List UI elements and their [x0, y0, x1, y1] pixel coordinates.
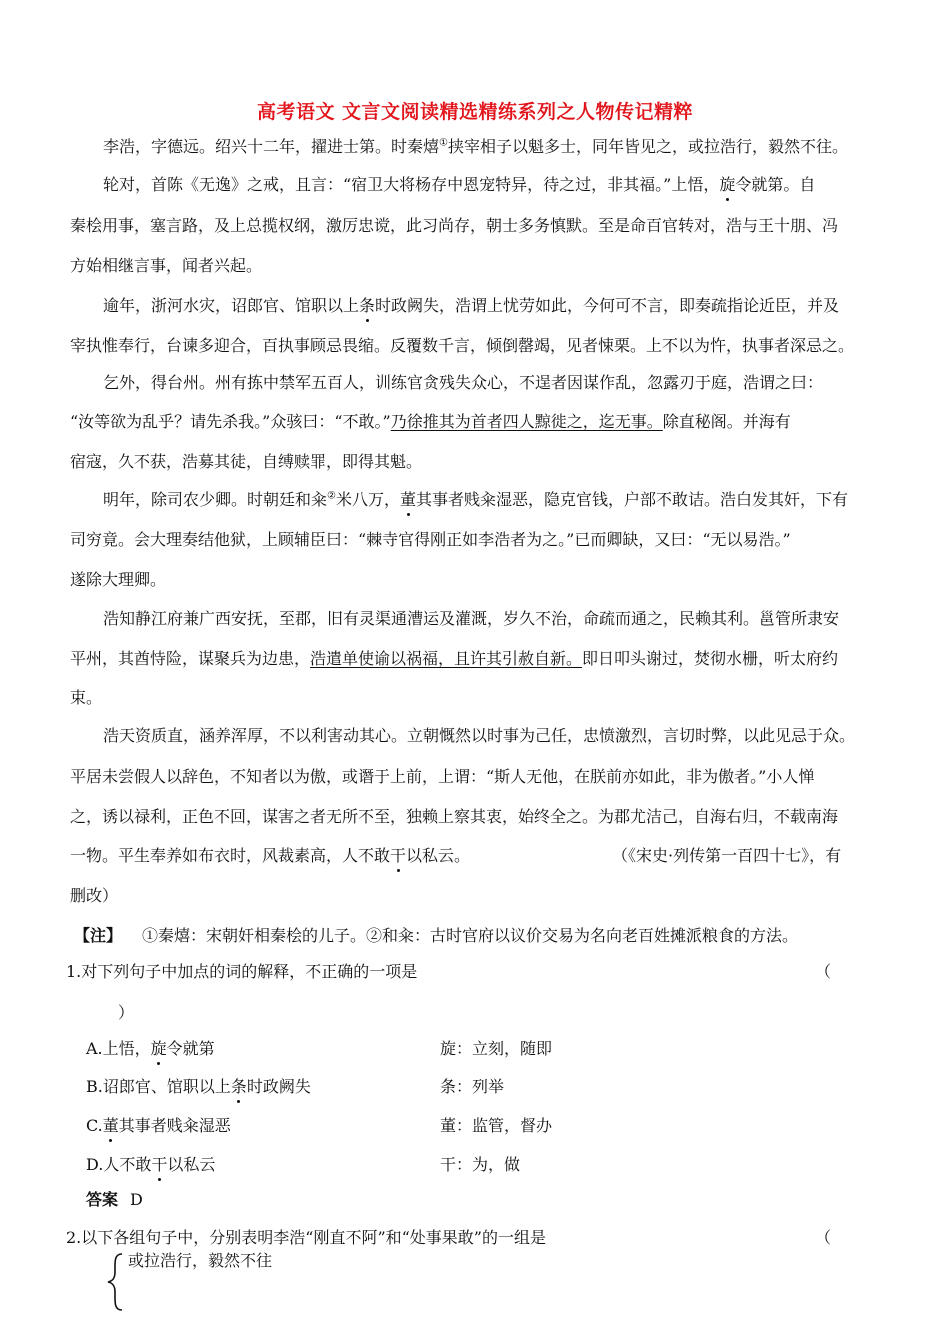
paragraph-4-line-3: 宿寇，久不获，浩募其徒，自缚赎罪，即得其魁。	[70, 452, 423, 471]
dotted-word: 旋	[719, 175, 736, 194]
underlined-sentence: 乃徐推其为首者四人黥徙之，迄无事。	[390, 412, 663, 431]
option-a[interactable]: A.上悟，旋令就第	[86, 1036, 215, 1059]
paragraph-6-line-3: 束。	[70, 688, 103, 707]
source-citation: （《宋史·列传第一百四十七》，有	[612, 846, 842, 865]
note	[74, 926, 798, 946]
dotted-word: 旋	[151, 1036, 167, 1059]
question-1-paren-close: ）	[118, 1003, 135, 1022]
document-title: 高考语文 文言文阅读精选精练系列之人物传记精粹	[256, 101, 694, 123]
dotted-word: 条	[359, 296, 376, 315]
question-2-stem: 2.以下各组句子中，分别表明李浩“刚直不阿”和“处事果敢”的一组是	[66, 1228, 546, 1247]
paragraph-7-line-3: 之，诱以禄利，正色不回，谋害之者无所不至，独赖上察其衷，始终全之。为郡尤洁己，自海右归，不载南海	[70, 807, 839, 826]
paragraph-3-line-2: 宰执惟奉行，台谏多迎合，百执事顾忌畏缩。反覆数千言，倾倒罄竭，见者悚栗。上不以为忤，执事者深忌之。	[70, 336, 855, 355]
question-2-paren-open: （	[815, 1228, 832, 1247]
paragraph-1: 李浩，字德远。绍兴十二年，擢进士第。时秦熺①挟宰相子以魁多士，同年皆见之，或拉浩行，毅然不往。	[103, 137, 848, 156]
option-c[interactable]: C.董其事者贱籴湿恶	[86, 1113, 231, 1136]
option-d-gloss: 干：为，做	[440, 1155, 521, 1174]
paragraph-2-line-3: 方始相继言事，闻者兴起。	[70, 256, 263, 275]
brace-icon	[104, 1252, 126, 1312]
option-d[interactable]: D.人不敢干以私云	[86, 1152, 215, 1175]
note-text: ①秦熺：宋朝奸相秦桧的儿子。②和籴：古时官府以议价交易为名向老百姓摊派粮食的方法。	[142, 926, 799, 945]
dotted-word: 董	[400, 490, 417, 509]
question-1-paren-open: （	[815, 962, 832, 981]
question-1-stem: 1.对下列句子中加点的词的解释，不正确的一项是	[66, 962, 418, 981]
dotted-word: 干	[151, 1152, 167, 1175]
paragraph-2-line-1: 轮对，首陈《无逸》之戒，且言：“宿卫大将杨存中恩宠特异，待之过，非其福。”上悟，旋令就第。自	[103, 175, 816, 194]
paragraph-5-line-1: 明年，除司农少卿。时朝廷和籴②米八万，董其事者贱籴湿恶，隐克官钱，户部不敢诘。浩白发其奸，下有	[103, 490, 849, 509]
option-a-gloss: 旋：立刻，随即	[440, 1039, 553, 1058]
footnote-marker-1: ①	[439, 137, 448, 149]
paragraph-7-line-2: 平居未尝假人以辞色，不知者以为傲，或谮于上前，上谓：“斯人无他，在朕前亦如此，非为傲者。”小人惮	[70, 767, 815, 786]
dotted-word: 董	[103, 1113, 119, 1136]
option-b[interactable]: B.诏郎官、馆职以上条时政阙失	[86, 1074, 311, 1097]
footnote-marker-2: ②	[327, 490, 336, 502]
note-label: 【注】	[74, 926, 123, 945]
answer-value: D	[130, 1190, 143, 1209]
paragraph-6-line-1: 浩知静江府兼广西安抚，至郡，旧有灵渠通漕运及灌溉，岁久不治，命疏而通之，民赖其利。邕管所隶安	[103, 609, 840, 628]
dotted-word: 干	[390, 846, 407, 865]
paragraph-7-line-4: 一物。平生奉养如布衣时，风裁素高，人不敢干以私云。	[70, 846, 471, 865]
option-b-gloss: 条：列举	[440, 1077, 505, 1096]
paragraph-4-line-1: 乞外，得台州。州有拣中禁军五百人，训练官贪残失众心，不逞者因谋作乱，忽露刃于庭，浩谓之曰：	[103, 373, 824, 392]
paragraph-7-line-1: 浩天资质直，涵养浑厚，不以利害动其心。立朝慨然以时事为己任，忠愤激烈，言切时弊，以此见忌于众。	[103, 726, 856, 745]
paragraph-6-line-2: 平州，其酋恃险，谋聚兵为边患，浩遣单使谕以祸福，且许其引赦自新。即日叩头谢过，焚彻水栅，听太府约	[70, 649, 839, 668]
answer-label: 答案	[86, 1190, 119, 1209]
underlined-sentence: 浩遣单使谕以祸福，且许其引赦自新。	[310, 649, 583, 668]
paragraph-7-line-5: 删改）	[70, 886, 119, 905]
paragraph-5-line-2: 司穷竟。会大理奏结他狱，上顾辅臣曰：“棘寺官得刚正如李浩者为之。”已而卿缺，又曰：“无以易浩。”	[70, 530, 791, 549]
paragraph-2-line-2: 秦桧用事，塞言路，及上总揽权纲，激厉忠谠，此习尚存，朝士多务慎默。至是命百官转对，浩与王十朋、冯	[70, 216, 839, 235]
paragraph-4-line-2: “汝等欲为乱乎？请先杀我。”众骇曰：“不敢。”乃徐推其为首者四人黥徙之，迄无事。除直秘阁。并海有	[70, 412, 791, 431]
option-c-gloss: 董：监管，督办	[440, 1116, 553, 1135]
paragraph-5-line-3: 遂除大理卿。	[70, 570, 167, 589]
question-2-item-1: 或拉浩行，毅然不往	[128, 1251, 273, 1270]
dotted-word: 条	[231, 1074, 247, 1097]
paragraph-3-line-1: 逾年，浙河水灾，诏郎官、馆职以上条时政阙失，浩谓上忧劳如此，今何可不言，即奏疏指论近臣，并及	[103, 296, 840, 315]
answer	[86, 1190, 143, 1210]
